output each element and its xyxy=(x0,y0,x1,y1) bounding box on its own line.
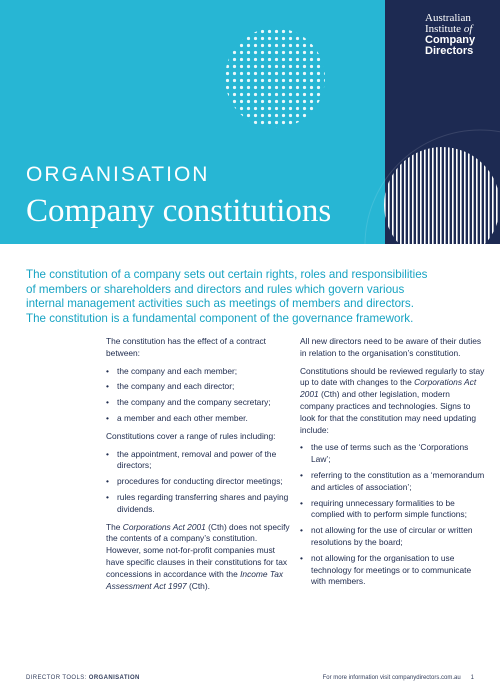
list-item: • a member and each other member. xyxy=(106,413,291,425)
intro-line: The constitution of a company sets out certain rights, roles and responsibilities xyxy=(26,268,428,281)
text-run: Constitutions should be reviewed regularly to stay up to date with changes to the xyxy=(300,365,485,388)
act-title: Income Tax Assessment Act 1997 xyxy=(106,568,284,591)
section-eyebrow: ORGANISATION xyxy=(26,163,210,186)
list-item: • not allowing for the organisation to use technology for meetings or to communicate with members. xyxy=(300,553,485,588)
footer-website-text: For more information visit companydirectors.com.au xyxy=(322,675,461,681)
right-column xyxy=(300,336,485,594)
logo-line-1: Australian xyxy=(425,12,471,24)
stripe xyxy=(428,147,430,244)
stripe xyxy=(452,147,454,244)
logo-line-2b: of xyxy=(463,23,473,35)
stripe xyxy=(456,147,458,244)
stripe xyxy=(480,147,482,244)
logo-line-3: Company xyxy=(425,34,476,46)
stripe xyxy=(496,147,498,244)
stripe xyxy=(476,147,478,244)
list-item: • the company and each member; xyxy=(106,366,291,378)
intro-line: The constitution is a fundamental component of the governance framework. xyxy=(26,311,414,325)
contract-intro: The constitution has the effect of a contract between: xyxy=(106,336,266,358)
list-item: • requiring unnecessary formalities to be complied with to perform simple functions; xyxy=(300,498,485,522)
stripe xyxy=(384,147,386,244)
stripe xyxy=(440,147,442,244)
stripe xyxy=(484,147,486,244)
stripe xyxy=(396,147,398,244)
review-paragraph xyxy=(300,366,485,437)
stripe xyxy=(404,147,406,244)
rules-intro: Constitutions cover a range of rules including: xyxy=(106,430,276,441)
list-item: • rules regarding transferring shares and paying dividends. xyxy=(106,492,291,516)
stripe xyxy=(392,147,394,244)
stripe xyxy=(472,147,474,244)
list-item: • the appointment, removal and power of the directors; xyxy=(106,449,291,473)
act-title: Corporations Act 2001 xyxy=(122,521,206,532)
footer-info xyxy=(323,675,474,681)
stripe xyxy=(468,147,470,244)
intro-paragraph xyxy=(26,268,476,326)
act-title: Corporations Act 2001 xyxy=(300,377,477,400)
stripe xyxy=(408,147,410,244)
rules-list xyxy=(106,449,291,516)
stripe xyxy=(424,147,426,244)
text-run: The xyxy=(106,521,123,532)
stripe xyxy=(492,147,494,244)
list-item: • not allowing for the use of circular or written resolutions by the board; xyxy=(300,525,485,549)
page-number: 1 xyxy=(470,675,474,681)
header-band xyxy=(0,0,500,244)
intro-line: internal management activities such as meetings of members and directors. xyxy=(26,297,414,311)
stripe xyxy=(416,147,418,244)
footer-section-label xyxy=(26,675,140,681)
footer-prefix: DIRECTOR TOOLS: xyxy=(26,675,89,681)
stripe xyxy=(436,147,438,244)
duties-paragraph: All new directors need to be aware of their duties in relation to the organisation’s constitution. xyxy=(300,336,482,358)
stripe xyxy=(464,147,466,244)
stripe xyxy=(444,147,446,244)
text-run: (Cth) does not specify the contents of a company’s constitution. However, some not-for-profit companies must have specific clauses in their constitutions for tax concessions in accordance with the xyxy=(106,521,290,579)
list-item: • the company and the company secretary; xyxy=(106,397,291,409)
legislation-paragraph xyxy=(106,522,291,593)
intro-line: of members or shareholders and directors and rules which govern various xyxy=(26,282,405,296)
contract-list xyxy=(106,366,291,425)
stripe xyxy=(488,147,490,244)
stripe xyxy=(388,147,390,244)
logo-line-4: Directors xyxy=(425,45,474,57)
page-footer xyxy=(0,668,500,686)
text-run: (Cth). xyxy=(186,580,210,591)
left-column xyxy=(106,336,291,598)
list-item: • the company and each director; xyxy=(106,381,291,393)
stripe xyxy=(448,147,450,244)
aicd-logo xyxy=(425,13,499,57)
list-item: • the use of terms such as the ‘Corporations Law’; xyxy=(300,442,485,466)
stripe xyxy=(460,147,462,244)
page-title: Company constitutions xyxy=(26,193,332,229)
update-signs-list xyxy=(300,442,485,588)
footer-section: ORGANISATION xyxy=(88,675,140,681)
text-run: (Cth) and other legislation, modern company practices and technologies. Signs to look for that the constitution may need updating include: xyxy=(300,389,476,435)
logo-line-2a: Institute xyxy=(425,23,464,35)
list-item: • procedures for conducting director meetings; xyxy=(106,476,291,488)
stripe xyxy=(412,147,414,244)
stripe xyxy=(420,147,422,244)
list-item: • referring to the constitution as a ‘memorandum and articles of association’; xyxy=(300,470,485,494)
stripe xyxy=(432,147,434,244)
